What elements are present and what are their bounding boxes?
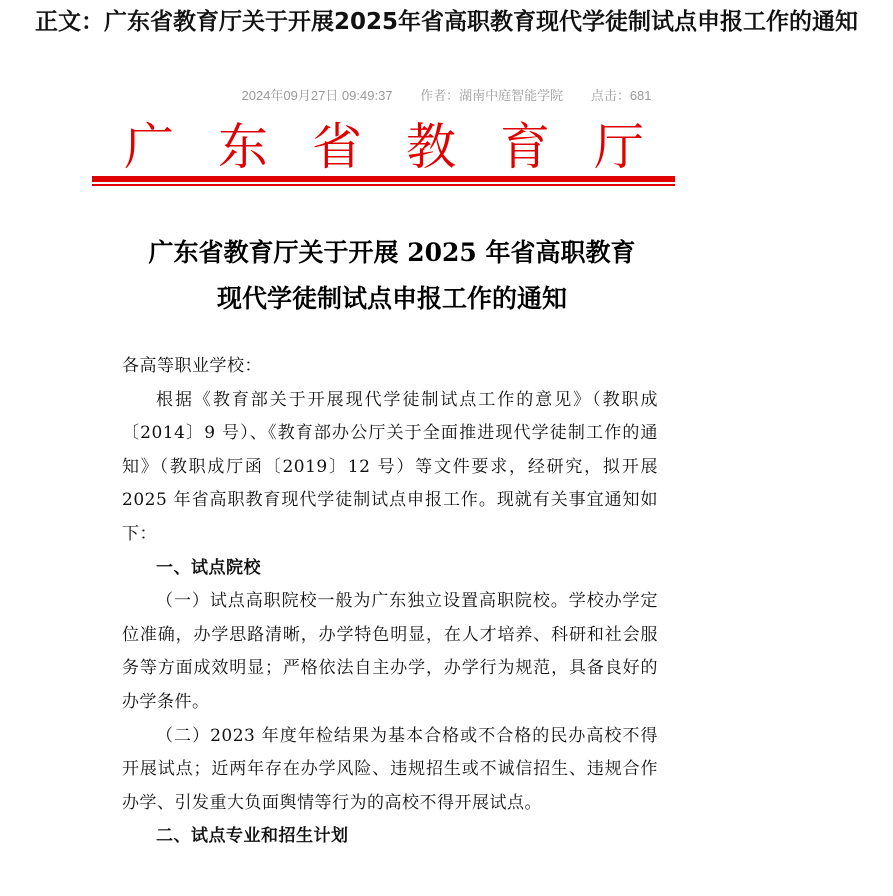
document-image — [92, 112, 692, 896]
section-heading-2: 二、试点专业和招生计划 — [156, 826, 349, 847]
salutation: 各高等职业学校： — [122, 356, 262, 376]
letterhead-char: 东 — [218, 118, 268, 176]
paragraph-item-2: （二）2023 年度年检结果为基本合格或不合格的民办高校不得开展试点；近两年存在办学风险、违规招生或不诚信招生、违规合作办学、引发重大负面舆情等行为的高校不得开展试点。 — [122, 725, 658, 813]
letterhead-char: 育 — [500, 118, 550, 176]
document-body — [122, 350, 658, 854]
letterhead-char: 省 — [312, 118, 362, 176]
article-meta — [0, 86, 893, 106]
paragraph-item-1: （一）试点高职院校一般为广东独立设置高职院校。学校办学定位准确，办学思路清晰，办学特色明显，在人才培养、科研和社会服务等方面成效明显；严格依法自主办学，办学行为规范，具备良好的办学条件。 — [122, 591, 658, 712]
letterhead-char: 厅 — [594, 118, 644, 176]
publish-date: 2024年09月27日 09:49:37 — [241, 88, 393, 103]
letterhead — [94, 112, 674, 174]
letterhead-rule-thin — [92, 184, 675, 186]
letterhead-char: 广 — [124, 118, 174, 176]
paragraph-intro: 根据《教育部关于开展现代学徒制试点工作的意见》（教职成〔2014〕9 号）、《教育部办公厅关于全面推进现代学徒制工作的通知》（教职成厅函〔2019〕12 号）等文件要求，经研究，拟开展 2025 年省高职教育现代学徒制试点申报工作。现就有关事宜通知如下： — [122, 389, 658, 544]
view-count: 点击：681 — [590, 88, 652, 103]
section-heading-1: 一、试点院校 — [156, 557, 261, 578]
author: 作者：湖南中庭智能学院 — [420, 88, 564, 103]
document-title — [92, 230, 692, 322]
letterhead-char: 教 — [406, 118, 456, 176]
article-title: 正文：广东省教育厅关于开展2025年省高职教育现代学徒制试点申报工作的通知 — [34, 9, 858, 35]
document-title-line2: 现代学徒制试点申报工作的通知 — [216, 284, 567, 313]
letterhead-rule — [92, 176, 675, 182]
document-title-line1: 广东省教育厅关于开展 2025 年省高职教育 — [148, 238, 636, 267]
